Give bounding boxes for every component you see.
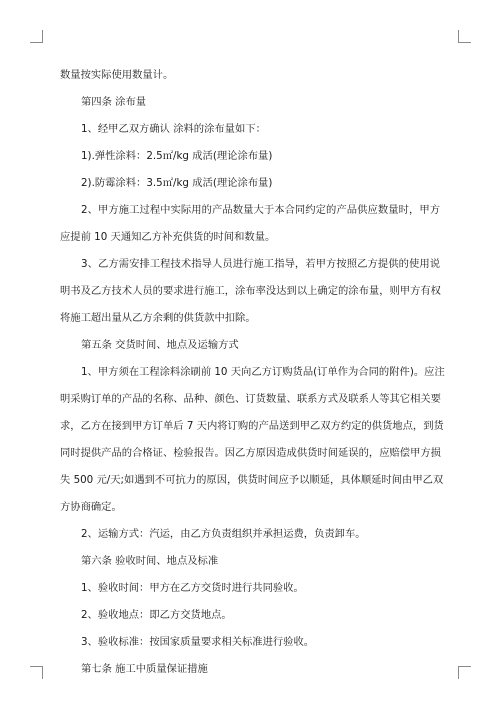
- text-line: 应提前 10 天通知乙方补充供货的时间和数量。: [60, 231, 276, 243]
- text-line: 1、甲方须在工程涂料涂刷前 10 天向乙方订购货品(订单作为合同的附件)。应注: [81, 366, 445, 378]
- text-line: 1).弹性涂料：2.5㎡/kg 成活(理论涂布量): [81, 150, 273, 162]
- article-heading: 第四条 涂布量: [81, 96, 147, 108]
- text-line: 失 500 元/天;如遇到不可抗力的原因，供货时间应予以顺延，具体顺延时间由甲乙双: [60, 474, 444, 486]
- text-line: 2、运输方式：汽运，由乙方负责组织并承担运费，负责卸车。: [81, 528, 366, 540]
- text-line: 明采购订单的产品的名称、品种、颜色、订货数量、联系方式及联系人等其它相关要: [60, 393, 441, 405]
- text-line: 明书及乙方技术人员的要求进行施工，涂布率没达到以上确定的涂布量，则甲方有权: [60, 285, 441, 297]
- article-heading: 第五条 交货时间、地点及运输方式: [81, 339, 239, 351]
- crop-mark-top-right: [458, 30, 471, 43]
- crop-mark-bottom-right: [458, 666, 471, 679]
- text-line: 求，乙方在接到甲方订单后 7 天内将订购的产品送到甲乙双方约定的供货地点，到货: [60, 420, 444, 432]
- text-line: 同时提供产品的合格证、检验报告。因乙方原因造成供货时间延误的，应赔偿甲方损: [60, 447, 441, 459]
- crop-mark-bottom-left: [30, 666, 43, 679]
- text-line: 数量按实际使用数量计。: [60, 69, 174, 81]
- text-line: 3、乙方需安排工程技术指导人员进行施工指导，若甲方按照乙方提供的使用说: [81, 258, 440, 270]
- text-line: 2、验收地点：即乙方交货地点。: [81, 609, 232, 621]
- crop-mark-top-left: [30, 30, 43, 43]
- text-line: 将施工超出量从乙方余剩的供货款中扣除。: [60, 312, 256, 324]
- text-line: 2、甲方施工过程中实际用的产品数量大于本合同约定的产品供应数量时，甲方: [81, 204, 440, 216]
- text-line: 3、验收标准：按国家质量要求相关标准进行验收。: [81, 636, 315, 648]
- text-line: 方协商确定。: [60, 501, 122, 513]
- article-heading: 第七条 施工中质量保证措施: [81, 663, 208, 675]
- text-line: 1、经甲乙双方确认 涂料的涂布量如下：: [81, 123, 266, 135]
- text-line: 2).防霉涂料：3.5㎡/kg 成活(理论涂布量): [81, 177, 273, 189]
- text-line: 1、验收时间：甲方在乙方交货时进行共同验收。: [81, 582, 304, 594]
- article-heading: 第六条 验收时间、地点及标准: [81, 555, 219, 567]
